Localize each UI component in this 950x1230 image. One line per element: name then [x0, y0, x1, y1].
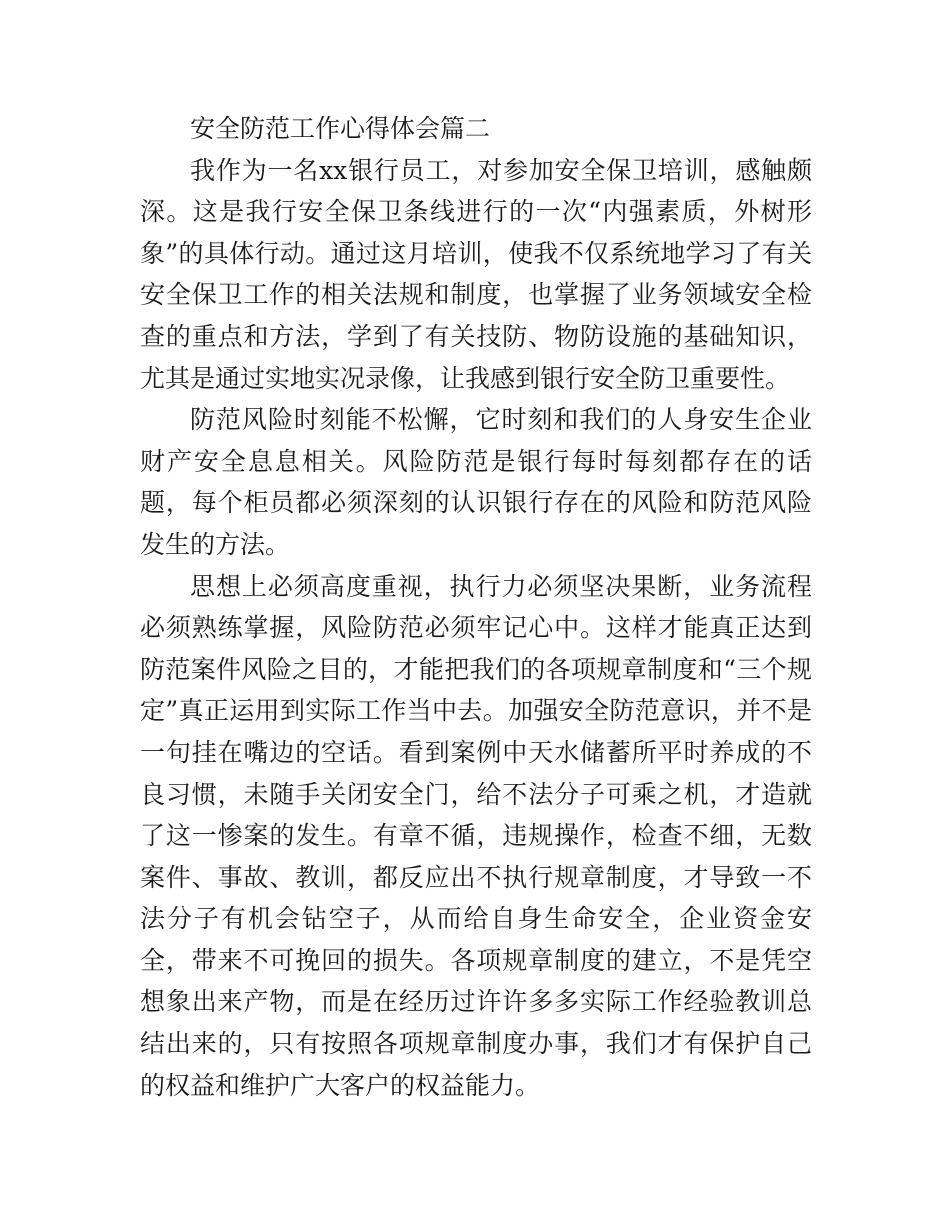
paragraph-3: 思想上必须高度重视，执行力必须坚决果断，业务流程必须熟练掌握，风险防范必须牢记心中。这样才能真正达到防范案件风险之目的，才能把我们的各项规章制度和“三个规定”真正运用到实际工作当中去。加强安全防范意识，并不是一句挂在嘴边的空话。看到案例中天水储蓄所平时养成的不良习惯，未随手关闭安全门，给不法分子可乘之机，才造就了这一惨案的发生。有章不循，违规操作，检查不细，无数案件、事故、教训，都反应出不执行规章制度，才导致一不法分子有机会钻空子，从而给自身生命安全，企业资金安全，带来不可挽回的损失。各项规章制度的建立，不是凭空想象出来产物，而是在经历过许许多多实际工作经验教训总结出来的，只有按照各项规章制度办事，我们才有保护自己的权益和维护广大客户的权益能力。	[140, 571, 812, 1100]
paragraph-2: 防范风险时刻能不松懈，它时刻和我们的人身安生企业财产安全息息相关。风险防范是银行每时每刻都存在的话题，每个柜员都必须深刻的认识银行存在的风险和防范风险发生的方法。	[140, 405, 812, 559]
paragraph-1: 我作为一名xx银行员工，对参加安全保卫培训，感触颇深。这是我行安全保卫条线进行的一次“内强素质，外树形象”的具体行动。通过这月培训，使我不仅系统地学习了有关安全保卫工作的相关法规和制度，也掌握了业务领域安全检查的重点和方法，学到了有关技防、物防设施的基础知识，尤其是通过实地实况录像，让我感到银行安全防卫重要性。	[140, 155, 812, 393]
document-title: 安全防范工作心得体会篇二	[190, 114, 491, 143]
document-body	[140, 108, 812, 1106]
